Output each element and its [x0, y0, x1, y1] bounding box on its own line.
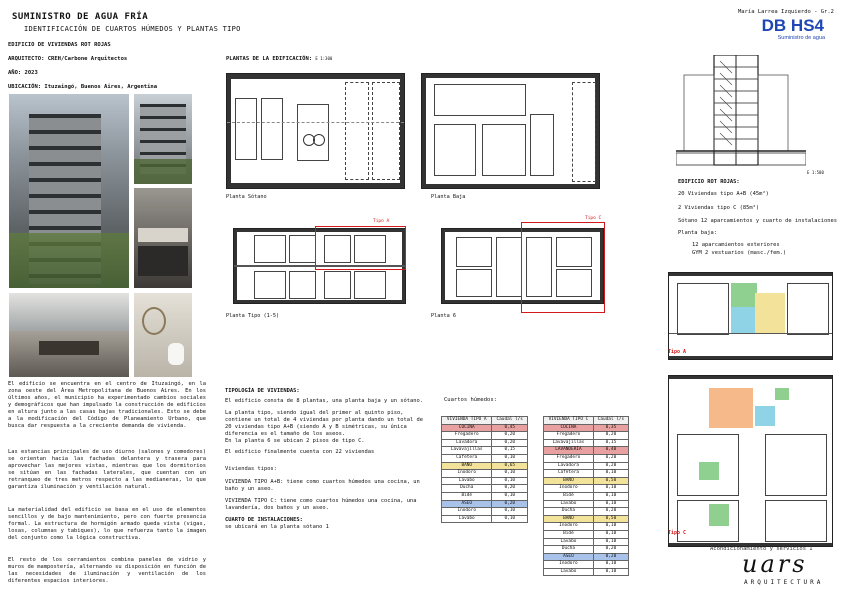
- table-cell-name: Cafetera: [442, 454, 492, 462]
- description-paragraph-4: El resto de los cerramientos combina paneles de vidrio y muros de mampostería, alternando su disposición en función de las necesidades de iluminación y ventilación de los diferentes espacios interiores.: [8, 557, 206, 585]
- table-cell-name: Lavadora: [544, 462, 594, 470]
- table-cell-name: Lavadora: [442, 439, 492, 447]
- table-cell-name: BAÑO: [442, 462, 492, 470]
- summary-line-3: Sótano 12 aparcamientos y cuarto de instalaciones: [678, 217, 838, 224]
- plans-heading-text: PLANTAS DE LA EDIFICACIÓN:: [226, 56, 313, 62]
- bathroom-photo: [134, 293, 192, 377]
- tipo-a-plan-label: Tipo A: [373, 219, 390, 224]
- table-row: [442, 424, 528, 432]
- description-paragraph-3: La materialidad del edificio se basa en el uso de elementos sencillos y de bajo mantenimiento, pero con fuerte presencia formal. La estructura de hormigón armado queda vista (vigas, losas, columnas y tabiques), lo que refuerza tanto la imagen del conjunto como la lógica constructiva.: [8, 507, 206, 542]
- table-cell-value: 0,20: [593, 553, 628, 561]
- table-cell-name: LAVANDERÍA: [544, 447, 594, 455]
- table-cell-name: VIVIENDA TIPO C: [544, 417, 594, 425]
- table-row: [544, 553, 629, 561]
- tipo-c-highlight: [521, 222, 605, 313]
- table-row: [544, 417, 629, 425]
- table-row: [442, 462, 528, 470]
- table-cell-value: 0,10: [593, 485, 628, 493]
- tipologia-p7: VIVIENDA TIPO C: tiene como cuartos húmedos una cocina, una lavandería, dos baños y un aseo.: [225, 498, 417, 512]
- table-row: [442, 417, 528, 425]
- table-cell-name: Lavavajillas: [544, 439, 594, 447]
- tipologia-p6: VIVIENDA TIPO A+B: tiene como cuartos húmedos una cocina, un baño y un aseo.: [225, 479, 420, 493]
- table-cell-value: 0,10: [492, 470, 528, 478]
- table-cell-value: 0,20: [593, 462, 628, 470]
- table-cell-value: 0,40: [593, 447, 628, 455]
- table-row: [544, 508, 629, 516]
- description-paragraph-2: Las estancias principales de uso diurno (salones y comedores) se orientan hacia las fachadas delantera y trasera para aprovechar las mejores vistas, mientras que los dormitorios se sitúan en las fachadas laterales, que cuentan con un retranqueo de tres metros respecto a las medianeras, lo que garantiza iluminación y ventilación natural.: [8, 449, 206, 491]
- table-tipo-a: [441, 416, 528, 523]
- table-cell-value: 0,20: [593, 546, 628, 554]
- plan-label-baja: Planta Baja: [431, 194, 466, 200]
- tipo-a-label: Tipo A: [668, 349, 687, 355]
- table-cell-name: COCINA: [442, 424, 492, 432]
- table-cell-name: Ducha: [442, 485, 492, 493]
- description-paragraph-1: El edificio se encuentra en el centro de Ituzaingó, en la zona oeste del Área Metropolitana de Buenos Aires. En los últimos años, el municipio ha experimentado cambios sociales y demográficos que han impulsado la construcción de edificios en altura junto a las casas bajas tradicionales. Esto se debe a la modificación del Código de Planeamiento Urbano, que busca dar respuesta a la creciente demanda de vivienda.: [8, 381, 206, 430]
- plan-label-6: Planta 6: [431, 313, 456, 319]
- table-row: [544, 500, 629, 508]
- project-location: UBICACIÓN: Ituzaingó, Buenos Aires, Argentina: [8, 84, 158, 90]
- table-cell-value: 0,20: [492, 432, 528, 440]
- summary-line-6: GYM 2 vestuarios (masc./fem.): [692, 249, 787, 256]
- table-row: [544, 568, 629, 576]
- code-subtitle: Suministro de agua: [777, 35, 825, 41]
- page-title: SUMINISTRO DE AGUA FRÍA: [12, 12, 149, 22]
- project-architect: ARQUITECTO: CREH/Carbone Arquitectos: [8, 56, 128, 62]
- table-cell-name: Inodoro: [442, 470, 492, 478]
- table-row: [442, 439, 528, 447]
- table-cell-value: 0,50: [593, 515, 628, 523]
- tipologia-p8: CUARTO DE INSTALACIONES:: [225, 517, 303, 524]
- table-row: [544, 523, 629, 531]
- table-row: [442, 477, 528, 485]
- table-row: [442, 500, 528, 508]
- table-cell-value: 0,10: [593, 500, 628, 508]
- table-cell-name: COCINA: [544, 424, 594, 432]
- table-cell-name: Ducha: [544, 546, 594, 554]
- table-cell-value: 0,10: [492, 477, 528, 485]
- table-cell-name: Inodoro: [544, 523, 594, 531]
- table-row: [544, 439, 629, 447]
- plan-sotano: [226, 73, 405, 189]
- footer-course: Acondicionamiento y servicios I: [710, 546, 813, 552]
- plan-label-sotano: Planta Sótano: [226, 194, 267, 200]
- table-cell-name: Fregadero: [442, 432, 492, 440]
- project-name: EDIFICIO DE VIVIENDAS ROT ROJAS: [8, 42, 111, 48]
- tipo-a-detail-plan: [668, 272, 833, 360]
- table-cell-name: Lavabo: [544, 500, 594, 508]
- table-cell-value: 0,10: [593, 530, 628, 538]
- table-cell-value: 0,15: [593, 439, 628, 447]
- table-cell-name: Bidé: [544, 530, 594, 538]
- table-row: [442, 515, 528, 523]
- tipo-c-detail-plan: [668, 375, 833, 547]
- table-cell-value: 0,10: [593, 538, 628, 546]
- table-row: [442, 508, 528, 516]
- table-cell-name: Inodoro: [544, 561, 594, 569]
- table-cell-name: ASEO: [544, 553, 594, 561]
- table-cell-value: Caudal l/s: [593, 417, 628, 425]
- kitchen-photo: [134, 188, 192, 288]
- table-cell-name: Lavabo: [544, 538, 594, 546]
- plan-baja: [421, 73, 600, 189]
- tipologia-p1: El edificio consta de 8 plantas, una planta baja y un sótano.: [225, 398, 423, 405]
- studio-logo: uars: [742, 550, 808, 578]
- tipologia-p2: La planta tipo, siendo igual del primer al quinto piso, contiene un total de 4 viviendas por planta dando un total de 20 viviendas tipo A+B (siendo A y B simétricas, su única diferencia es el tamaño de los aseos.: [225, 410, 423, 438]
- table-row: [544, 561, 629, 569]
- table-cell-value: 0,20: [593, 454, 628, 462]
- table-row: [544, 447, 629, 455]
- table-cell-name: Bidé: [544, 492, 594, 500]
- summary-line-2: 2 Viviendas tipo C (85m²): [678, 204, 760, 211]
- summary-heading: EDIFICIO ROT ROJAS:: [678, 179, 740, 185]
- table-cell-value: 0,15: [492, 447, 528, 455]
- table-cell-value: 0,65: [492, 462, 528, 470]
- table-row: [544, 432, 629, 440]
- plans-heading: [226, 56, 332, 62]
- table-row: [544, 530, 629, 538]
- table-cell-value: 0,20: [492, 485, 528, 493]
- section-scale: E 1:500: [807, 170, 824, 175]
- table-cell-value: Caudal l/s: [492, 417, 528, 425]
- table-cell-name: ASEO: [442, 500, 492, 508]
- table-tipo-c: [543, 416, 629, 576]
- table-cell-value: 0,35: [593, 424, 628, 432]
- building-facade-photo: [9, 94, 129, 288]
- table-row: [442, 432, 528, 440]
- table-cell-name: Lavabo: [544, 568, 594, 576]
- table-row: [544, 538, 629, 546]
- table-cell-name: Inodoro: [544, 485, 594, 493]
- cuartos-heading: Cuartos húmedos:: [444, 397, 497, 403]
- table-row: [544, 492, 629, 500]
- living-room-photo: [9, 293, 129, 377]
- table-cell-value: 0,10: [593, 523, 628, 531]
- table-cell-name: BAÑO: [544, 515, 594, 523]
- tipo-a-highlight: [315, 226, 406, 270]
- plans-scale: E 1:300: [315, 56, 333, 61]
- tipo-c-label: Tipo C: [668, 530, 687, 536]
- table-cell-value: 0,45: [492, 424, 528, 432]
- author-label: María Larrea Izquierdo - Gr.2: [737, 9, 834, 15]
- summary-line-4: Planta baja:: [678, 230, 717, 237]
- table-cell-name: Inodoro: [442, 508, 492, 516]
- building-section-drawing: [676, 55, 806, 170]
- tipologia-block: [225, 388, 425, 531]
- table-cell-value: 0,10: [492, 508, 528, 516]
- page-subtitle: IDENTIFICACIÓN DE CUARTOS HÚMEDOS Y PLANTAS TIPO: [24, 25, 241, 33]
- summary-line-5: 12 aparcamientos exteriores: [692, 242, 780, 249]
- table-cell-name: Lavavajillas: [442, 447, 492, 455]
- table-row: [544, 546, 629, 554]
- code-title: DB HS4: [761, 16, 824, 35]
- tipologia-p3: En la planta 6 se ubican 2 pisos de tipo C.: [225, 438, 365, 445]
- studio-logo-sub: ARQUITECTURA: [744, 579, 824, 586]
- project-year: AÑO: 2023: [8, 70, 38, 76]
- table-row: [544, 462, 629, 470]
- table-cell-value: 0,50: [593, 477, 628, 485]
- table-cell-value: 0,10: [492, 454, 528, 462]
- plan-label-tipo: Planta Tipo (1-5): [226, 313, 280, 319]
- table-cell-value: 0,20: [492, 500, 528, 508]
- table-cell-value: 0,10: [593, 561, 628, 569]
- table-row: [544, 424, 629, 432]
- table-row: [442, 447, 528, 455]
- summary-line-1: 20 Viviendas tipo A+B (45m²): [678, 191, 769, 198]
- table-cell-value: 0,10: [492, 515, 528, 523]
- table-cell-value: 0,20: [593, 432, 628, 440]
- table-cell-name: BAÑO: [544, 477, 594, 485]
- tipologia-p9: se ubicará en la planta sótano 1: [225, 524, 329, 531]
- table-row: [544, 477, 629, 485]
- table-row: [442, 485, 528, 493]
- building-summary: [678, 179, 844, 257]
- tipologia-heading: TIPOLOGÍA DE VIVIENDAS:: [225, 388, 300, 394]
- tipologia-p5: Viviendas tipos:: [225, 466, 277, 473]
- table-row: [442, 470, 528, 478]
- table-cell-value: 0,20: [492, 439, 528, 447]
- table-cell-name: Bidé: [442, 492, 492, 500]
- table-cell-value: 0,20: [593, 508, 628, 516]
- table-cell-name: Ducha: [544, 508, 594, 516]
- table-row: [442, 492, 528, 500]
- table-row: [544, 454, 629, 462]
- table-cell-value: 0,10: [593, 568, 628, 576]
- table-cell-name: Cafetera: [544, 470, 594, 478]
- tipologia-p4: El edificio finalmente cuenta con 22 viviendas: [225, 449, 375, 456]
- table-cell-name: Fregadero: [544, 454, 594, 462]
- table-row: [442, 454, 528, 462]
- building-detail-photo: [134, 94, 192, 184]
- table-cell-value: 0,10: [593, 492, 628, 500]
- table-cell-name: VIVIENDA TIPO A: [442, 417, 492, 425]
- table-cell-value: 0,10: [593, 470, 628, 478]
- table-cell-name: Fregadero: [544, 432, 594, 440]
- table-row: [544, 485, 629, 493]
- table-cell-value: 0,10: [492, 492, 528, 500]
- table-row: [544, 515, 629, 523]
- table-cell-name: Lavabo: [442, 515, 492, 523]
- table-cell-name: Lavabo: [442, 477, 492, 485]
- tipo-c-plan-label: Tipo C: [585, 216, 602, 221]
- table-row: [544, 470, 629, 478]
